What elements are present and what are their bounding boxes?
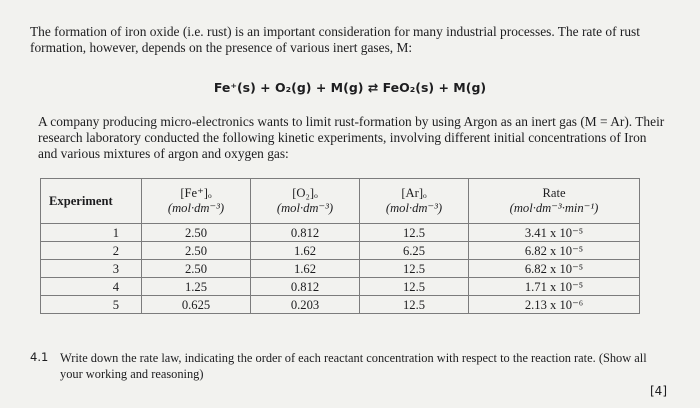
header-rate-unit: (mol·dm⁻³·min⁻¹) bbox=[509, 201, 599, 215]
cell-rate: 1.71 x 10⁻⁵ bbox=[469, 278, 640, 296]
cell-experiment: 3 bbox=[41, 260, 142, 278]
table-row bbox=[41, 242, 640, 260]
cell-o2: 0.812 bbox=[251, 224, 360, 242]
cell-ar: 12.5 bbox=[360, 296, 469, 314]
context-paragraph: A company producing micro-electronics wants to limit rust-formation by using Argon as an inert gas (M = Ar). Their research laboratory conducted the following kinetic experiments, involving different initial concentrations of Iron and various mixtures of argon and oxygen gas: bbox=[38, 114, 665, 161]
header-fe-label: [Fe⁺]ₒ bbox=[180, 186, 212, 200]
question-text: Write down the rate law, indicating the order of each reactant concentration with respect to the reaction rate. (Show all your working and reasoning) bbox=[60, 351, 647, 381]
table-row bbox=[41, 278, 640, 296]
header-o2-label: [O₂]ₒ bbox=[292, 186, 318, 200]
cell-fe: 2.50 bbox=[142, 260, 251, 278]
cell-rate: 3.41 x 10⁻⁵ bbox=[469, 224, 640, 242]
header-rate-label: Rate bbox=[542, 186, 566, 200]
table-header-row bbox=[41, 179, 640, 224]
table-row bbox=[41, 224, 640, 242]
intro-paragraph: The formation of iron oxide (i.e. rust) is an important consideration for many industrial processes. The rate of rust formation, however, depends on the presence of various inert gases, M: bbox=[30, 24, 640, 55]
header-experiment bbox=[41, 179, 142, 224]
cell-experiment: 1 bbox=[41, 224, 142, 242]
kinetics-table bbox=[40, 178, 640, 314]
question-marks: [4] bbox=[650, 384, 667, 398]
table-row bbox=[41, 296, 640, 314]
cell-ar: 12.5 bbox=[360, 260, 469, 278]
cell-ar: 12.5 bbox=[360, 224, 469, 242]
cell-fe: 1.25 bbox=[142, 278, 251, 296]
header-o2-unit: (mol·dm⁻³) bbox=[276, 201, 334, 215]
header-ar bbox=[360, 179, 469, 224]
header-o2 bbox=[251, 179, 360, 224]
header-rate bbox=[469, 179, 640, 224]
cell-fe: 2.50 bbox=[142, 224, 251, 242]
cell-o2: 1.62 bbox=[251, 260, 360, 278]
cell-ar: 12.5 bbox=[360, 278, 469, 296]
cell-experiment: 4 bbox=[41, 278, 142, 296]
header-fe-unit: (mol·dm⁻³) bbox=[167, 201, 225, 215]
cell-experiment: 5 bbox=[41, 296, 142, 314]
cell-rate: 6.82 x 10⁻⁵ bbox=[469, 242, 640, 260]
table-row bbox=[41, 260, 640, 278]
cell-rate: 2.13 x 10⁻⁶ bbox=[469, 296, 640, 314]
cell-rate: 6.82 x 10⁻⁵ bbox=[469, 260, 640, 278]
header-ar-label: [Ar]ₒ bbox=[401, 186, 427, 200]
header-fe bbox=[142, 179, 251, 224]
cell-o2: 0.203 bbox=[251, 296, 360, 314]
cell-o2: 1.62 bbox=[251, 242, 360, 260]
cell-o2: 0.812 bbox=[251, 278, 360, 296]
cell-fe: 2.50 bbox=[142, 242, 251, 260]
cell-ar: 6.25 bbox=[360, 242, 469, 260]
cell-experiment: 2 bbox=[41, 242, 142, 260]
header-ar-unit: (mol·dm⁻³) bbox=[385, 201, 443, 215]
header-experiment-label: Experiment bbox=[49, 193, 113, 208]
cell-fe: 0.625 bbox=[142, 296, 251, 314]
question-number: 4.1 bbox=[30, 350, 49, 364]
reaction-equation: Fe⁺(s) + O₂(g) + M(g) ⇄ FeO₂(s) + M(g) bbox=[213, 80, 487, 95]
